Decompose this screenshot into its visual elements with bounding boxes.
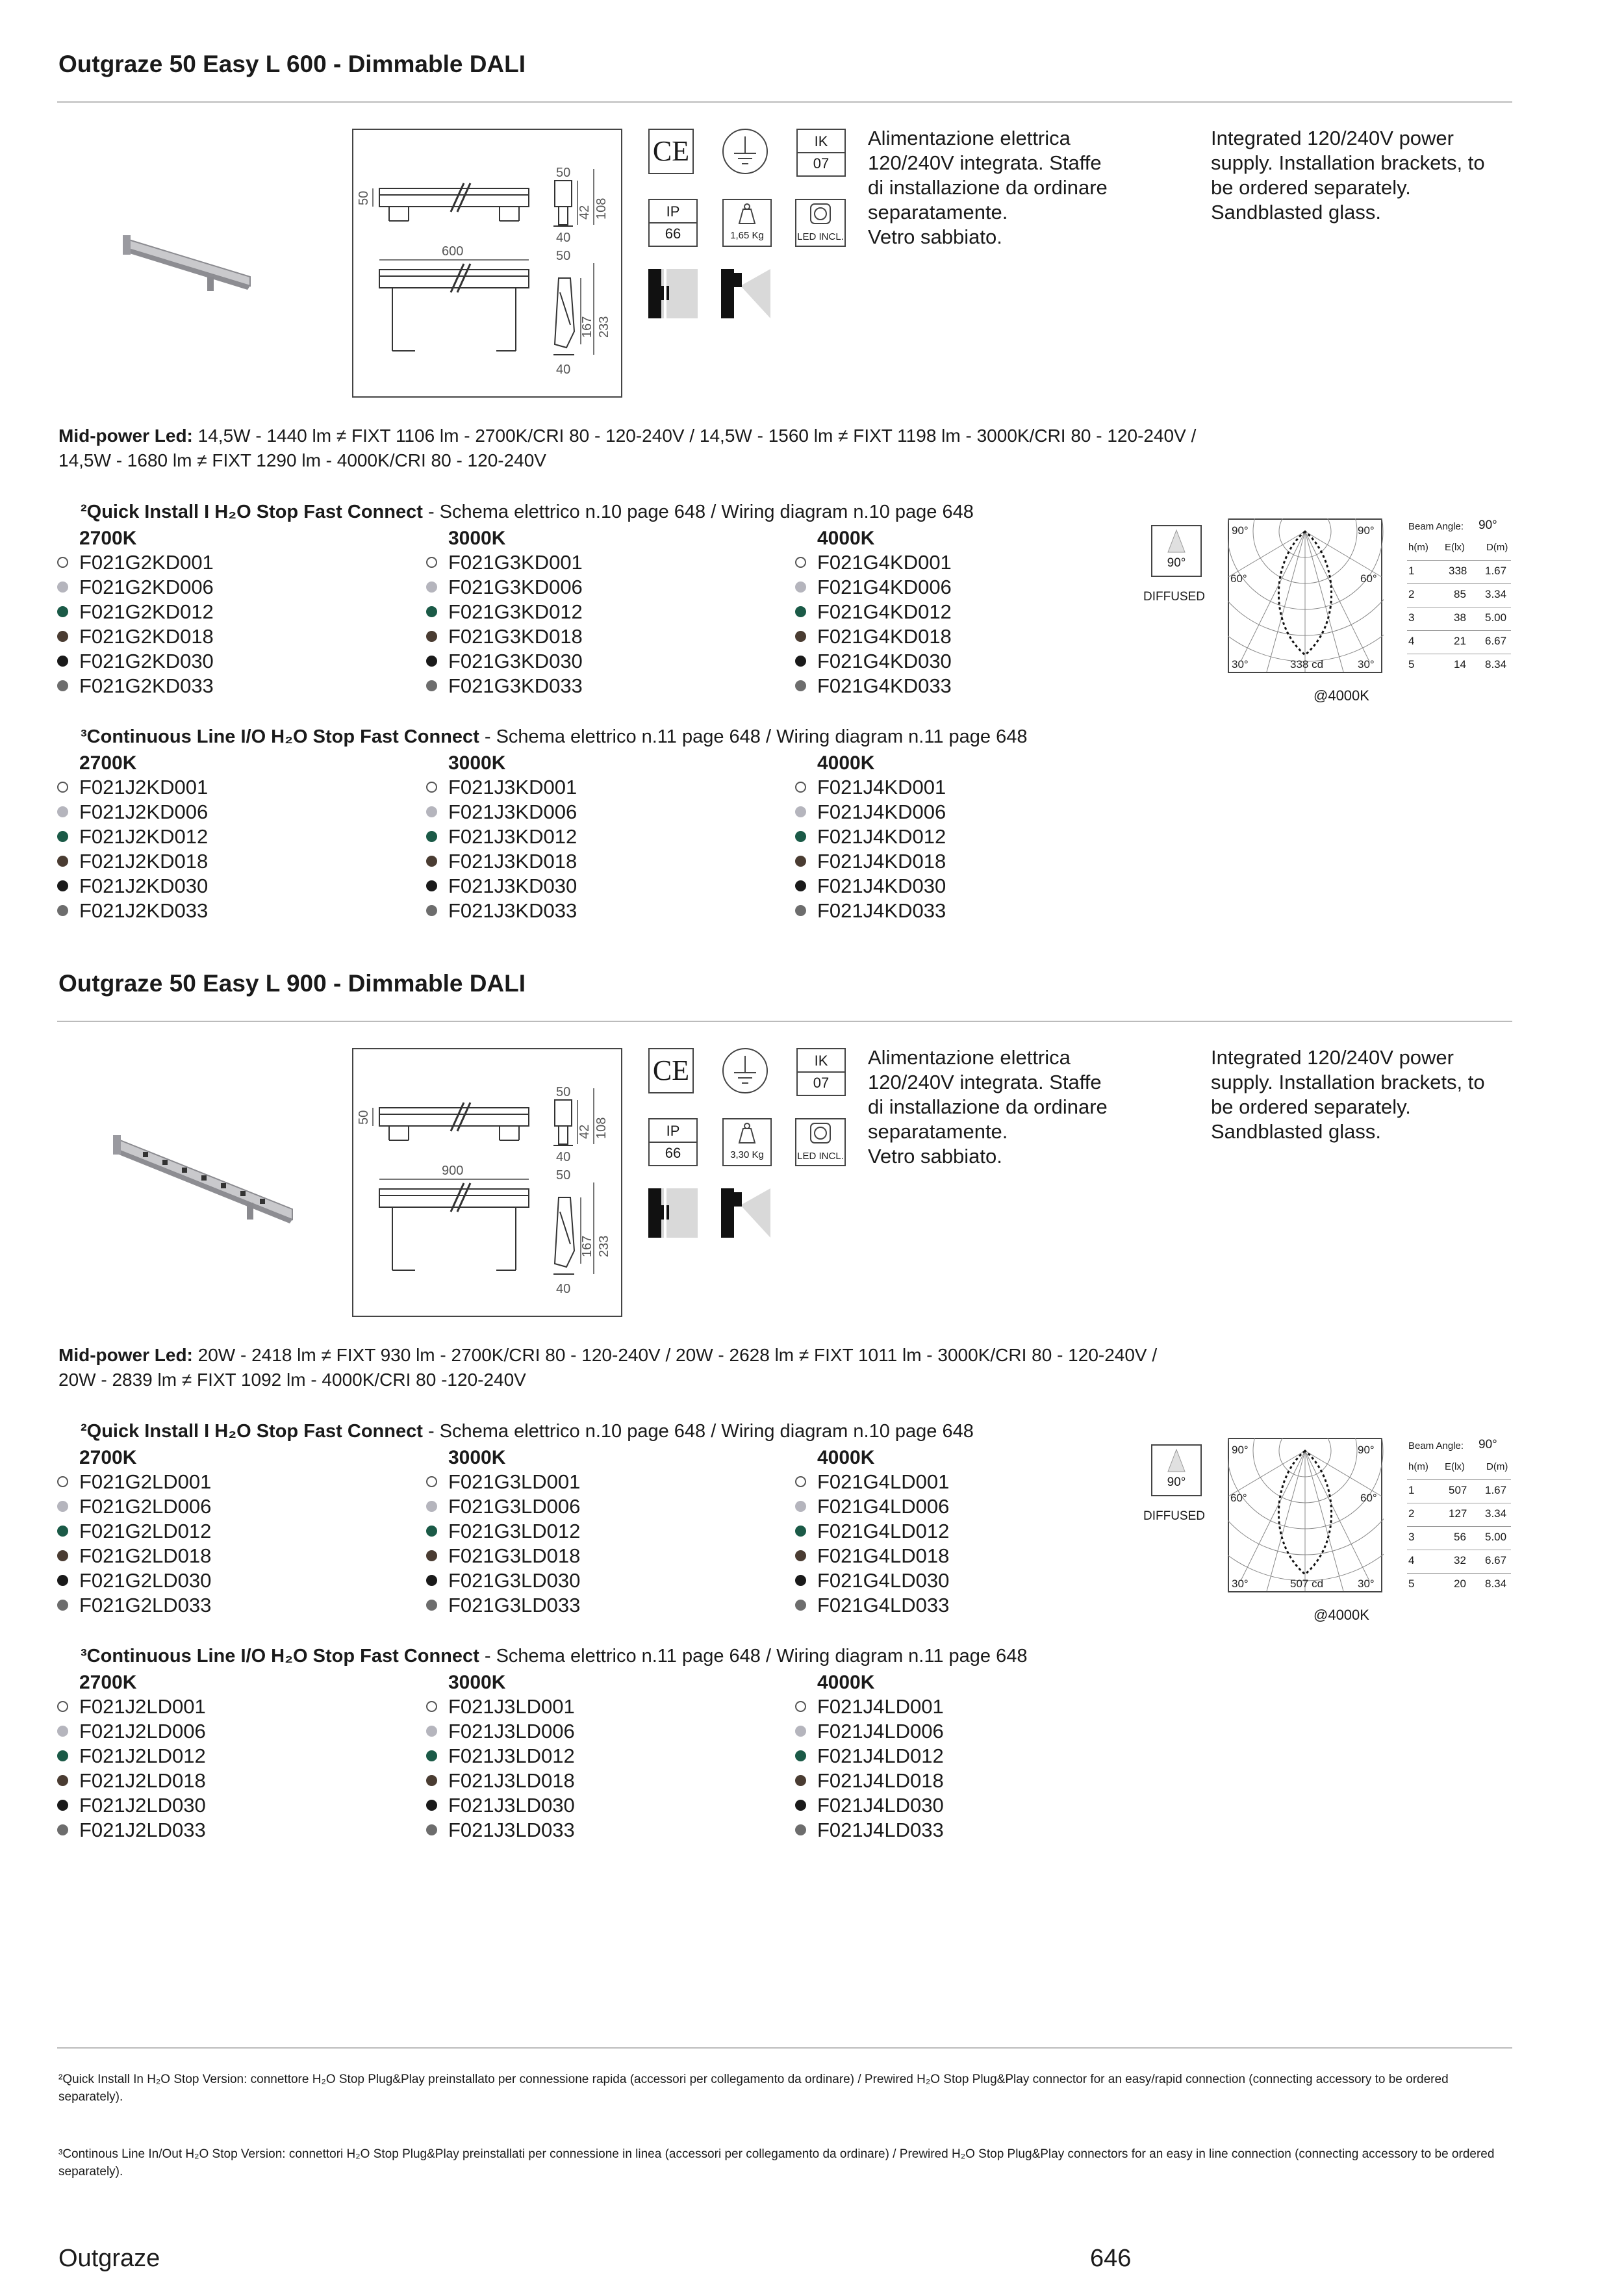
code-row[interactable]: F021G2KD033 xyxy=(57,674,421,698)
code-row[interactable]: F021G4KD033 xyxy=(795,674,1159,698)
svg-text:90°: 90° xyxy=(1358,524,1375,537)
diffused-label: DIFFUSED xyxy=(1143,1509,1205,1523)
svg-text:30°: 30° xyxy=(1232,1578,1249,1590)
code-row[interactable]: F021G2LD006 xyxy=(57,1494,421,1519)
code-row[interactable]: F021G3KD006 xyxy=(426,575,790,600)
dim-right-bottom: 40 xyxy=(556,231,571,245)
finish-color-swatch xyxy=(426,557,437,568)
ground-symbol-icon xyxy=(721,127,769,175)
section-divider xyxy=(57,1021,1512,1022)
description-italian: Alimentazione elettrica 120/240V integrata. Staffe di installazione da ordinare separatamente. Vetro sabbiato. xyxy=(868,127,1108,248)
midpower-line1: 14,5W - 1440 lm ≠ FIXT 1106 lm - 2700K/CRI 80 - 120-240V / 14,5W - 1560 lm ≠ FIXT 1198 lm - 3000K/CRI 80 - 120-240V / xyxy=(197,426,1197,446)
code-column-4000k: 4000K F021J4LD001 F021J4LD006 F021J4LD012 F021J4LD018 F021J4LD030 F021J4LD033 xyxy=(795,1671,1159,1843)
polar-diagram xyxy=(1228,518,1384,674)
polar-temp-label: @4000K xyxy=(1313,687,1369,704)
weight-value: 1,65 Kg xyxy=(730,230,764,241)
finish-color-swatch xyxy=(795,656,806,667)
svg-text:60°: 60° xyxy=(1360,572,1377,585)
code-column-3000k: 3000K F021G3LD001 F021G3LD006 F021G3LD012 F021G3LD018 F021G3LD030 F021G3LD033 xyxy=(426,1446,790,1618)
finish-color-swatch xyxy=(57,806,68,817)
description-english: Integrated 120/240V power supply. Installation brackets, to be ordered separately. Sandblasted glass. xyxy=(1211,1046,1485,1143)
description-italian: Alimentazione elettrica 120/240V integrata. Staffe di installazione da ordinare separatamente. Vetro sabbiato. xyxy=(868,1046,1108,1168)
finish-color-swatch xyxy=(795,680,806,691)
ce-mark-icon: CE xyxy=(648,1048,694,1093)
finish-color-swatch xyxy=(57,831,68,842)
finish-color-swatch xyxy=(795,1501,806,1512)
code-row[interactable]: F021G4LD012 xyxy=(795,1519,1159,1544)
table-row: 5 20 8.34 xyxy=(1408,1578,1507,1590)
dim-length: 600 xyxy=(442,244,464,259)
finish-color-swatch xyxy=(795,557,806,568)
code-column-4000k: 4000K F021G4KD001 F021G4KD006 F021G4KD012 F021G4KD018 F021G4KD030 F021G4KD033 xyxy=(795,527,1159,698)
beam-block xyxy=(1138,1438,1515,1646)
finish-color-swatch xyxy=(795,782,806,793)
code-row[interactable]: F021J4LD030 xyxy=(795,1793,1159,1818)
finish-color-swatch xyxy=(795,1800,806,1811)
code-column-2700k: 2700K F021G2KD001 F021G2KD006 F021G2KD012 F021G2KD018 F021G2KD030 F021G2KD033 xyxy=(57,527,421,698)
code-row[interactable]: F021J4LD033 xyxy=(795,1818,1159,1843)
code-row[interactable]: F021J2LD018 xyxy=(57,1769,421,1793)
code-row[interactable]: F021J4KD006 xyxy=(795,800,1159,824)
finish-color-swatch xyxy=(426,831,437,842)
finish-color-swatch xyxy=(57,557,68,568)
table-row: 3 38 5.00 xyxy=(1407,607,1511,631)
finish-color-swatch xyxy=(57,1701,68,1712)
finish-color-swatch xyxy=(57,905,68,916)
midpower-line2: 14,5W - 1680 lm ≠ FIXT 1290 lm - 4000K/CRI 80 - 120-240V xyxy=(58,450,546,470)
midpower-label: Mid-power Led: xyxy=(58,1345,193,1365)
code-row[interactable]: F021G3LD033 xyxy=(426,1593,790,1618)
code-row[interactable]: F021J4LD006 xyxy=(795,1719,1159,1744)
finish-color-swatch xyxy=(57,606,68,617)
finish-color-swatch xyxy=(795,1600,806,1611)
dim-bottom-top: 50 xyxy=(556,249,571,263)
code-column-3000k: 3000K F021J3LD001 F021J3LD006 F021J3LD012 F021J3LD018 F021J3LD030 F021J3LD033 xyxy=(426,1671,790,1843)
finish-color-swatch xyxy=(426,905,437,916)
mounting-icon-1 xyxy=(648,269,698,318)
finish-color-swatch xyxy=(426,1775,437,1786)
ik-value: 07 xyxy=(813,1075,830,1091)
finish-color-swatch xyxy=(795,1476,806,1487)
code-row[interactable]: F021J3LD030 xyxy=(426,1793,790,1818)
code-row[interactable]: F021G2KD001 xyxy=(57,550,421,575)
finish-color-swatch xyxy=(57,782,68,793)
beam-table xyxy=(1407,518,1511,677)
finish-color-swatch xyxy=(57,656,68,667)
ik-rating-box xyxy=(796,129,846,177)
code-row[interactable]: F021J2KD001 xyxy=(57,775,421,800)
finish-color-swatch xyxy=(426,1550,437,1561)
finish-color-swatch xyxy=(57,581,68,593)
finish-color-swatch xyxy=(426,1750,437,1761)
beam-table xyxy=(1407,1438,1511,1596)
code-row[interactable]: F021J4KD001 xyxy=(795,775,1159,800)
mounting-icon-1 xyxy=(648,1188,698,1238)
finish-color-swatch xyxy=(426,782,437,793)
dim-bottom-h1: 167 xyxy=(580,316,594,338)
dim-bottom-bottom: 40 xyxy=(556,363,571,377)
dimension-drawing xyxy=(352,129,622,398)
finish-color-swatch xyxy=(426,606,437,617)
mounting-icon-2 xyxy=(721,269,770,318)
code-row[interactable]: F021G2KD018 xyxy=(57,624,421,649)
code-row[interactable]: F021G4KD006 xyxy=(795,575,1159,600)
finish-color-swatch xyxy=(795,1824,806,1835)
dim-top-height: 50 xyxy=(357,1110,371,1125)
finish-color-swatch xyxy=(426,880,437,891)
finish-color-swatch xyxy=(795,806,806,817)
code-row[interactable]: F021G4LD018 xyxy=(795,1544,1159,1568)
cone-icon xyxy=(1152,1446,1200,1478)
section-divider xyxy=(57,101,1512,103)
code-row[interactable]: F021J2LD006 xyxy=(57,1719,421,1744)
dim-bottom-h1: 167 xyxy=(580,1235,594,1257)
beam-angle-heading: Beam Angle: 90° xyxy=(1408,518,1497,532)
ik-rating-box xyxy=(796,1048,846,1096)
dim-bottom-h2: 233 xyxy=(597,316,611,338)
finish-color-swatch xyxy=(795,631,806,642)
group-title-quick-install: ²Quick Install I H₂O Stop Fast Connect - Schema elettrico n.10 page 648 / Wiring diagram n.10 page 648 xyxy=(81,502,974,522)
code-row[interactable]: F021J4KD012 xyxy=(795,824,1159,849)
cone-icon xyxy=(1152,526,1200,559)
code-row[interactable]: F021G2LD012 xyxy=(57,1519,421,1544)
code-row[interactable]: F021J3KD033 xyxy=(426,899,790,923)
code-row[interactable]: F021J4KD030 xyxy=(795,874,1159,899)
code-row[interactable]: F021G4KD012 xyxy=(795,600,1159,624)
midpower-specs xyxy=(58,424,1514,473)
code-column-2700k: 2700K F021J2KD001 F021J2KD006 F021J2KD012 F021J2KD018 F021J2KD030 F021J2KD033 xyxy=(57,752,421,923)
led-included-box xyxy=(795,1118,846,1166)
finish-color-swatch xyxy=(426,1726,437,1737)
svg-text:90°: 90° xyxy=(1232,1444,1249,1456)
ik-label: IK xyxy=(798,1051,844,1073)
led-included-box xyxy=(795,199,846,247)
code-row[interactable]: F021J3LD006 xyxy=(426,1719,790,1744)
finish-color-swatch xyxy=(57,1726,68,1737)
table-row: 1 507 1.67 xyxy=(1407,1480,1511,1503)
finish-color-swatch xyxy=(426,631,437,642)
midpower-label: Mid-power Led: xyxy=(58,426,193,446)
finish-color-swatch xyxy=(57,1600,68,1611)
code-row[interactable]: F021G4LD033 xyxy=(795,1593,1159,1618)
beam-block xyxy=(1138,518,1515,726)
code-row[interactable]: F021J4LD018 xyxy=(795,1769,1159,1793)
finish-color-swatch xyxy=(426,680,437,691)
finish-color-swatch xyxy=(426,1824,437,1835)
code-row[interactable]: F021G4KD018 xyxy=(795,624,1159,649)
code-row[interactable]: F021J2KD012 xyxy=(57,824,421,849)
finish-color-swatch xyxy=(426,1575,437,1586)
code-row[interactable]: F021J3LD033 xyxy=(426,1818,790,1843)
table-row: 5 14 8.34 xyxy=(1408,658,1507,671)
dim-length: 900 xyxy=(442,1164,464,1178)
code-row[interactable]: F021J2LD012 xyxy=(57,1744,421,1769)
ground-symbol-icon xyxy=(721,1047,769,1095)
code-row[interactable]: F021G4LD006 xyxy=(795,1494,1159,1519)
svg-text:90°: 90° xyxy=(1358,1444,1375,1456)
ip-value: 66 xyxy=(665,1145,681,1161)
finish-color-swatch xyxy=(57,1501,68,1512)
code-row[interactable]: F021J2KD030 xyxy=(57,874,421,899)
finish-color-swatch xyxy=(795,1526,806,1537)
finish-color-swatch xyxy=(57,680,68,691)
led-icon xyxy=(796,200,844,230)
table-row: 2 127 3.34 xyxy=(1407,1503,1511,1527)
code-row[interactable]: F021G3KD012 xyxy=(426,600,790,624)
code-row[interactable]: F021J2KD018 xyxy=(57,849,421,874)
weight-box xyxy=(722,199,772,247)
finish-color-swatch xyxy=(795,1701,806,1712)
svg-text:60°: 60° xyxy=(1360,1492,1377,1504)
svg-text:90°: 90° xyxy=(1232,524,1249,537)
midpower-specs xyxy=(58,1343,1514,1392)
finish-color-swatch xyxy=(795,1550,806,1561)
ip-rating-box xyxy=(648,1118,698,1166)
code-row[interactable]: F021G2LD001 xyxy=(57,1470,421,1494)
code-row[interactable]: F021J4LD001 xyxy=(795,1694,1159,1719)
code-row[interactable]: F021G2LD018 xyxy=(57,1544,421,1568)
svg-text:60°: 60° xyxy=(1230,572,1247,585)
group-title-quick-install: ²Quick Install I H₂O Stop Fast Connect - Schema elettrico n.10 page 648 / Wiring diagram n.10 page 648 xyxy=(81,1421,974,1442)
weight-value: 3,30 Kg xyxy=(730,1149,764,1160)
code-row[interactable]: F021G3KD033 xyxy=(426,674,790,698)
finish-color-swatch xyxy=(57,856,68,867)
dim-bottom-bottom: 40 xyxy=(556,1282,571,1296)
led-icon xyxy=(796,1119,844,1149)
code-row[interactable]: F021G3LD006 xyxy=(426,1494,790,1519)
finish-color-swatch xyxy=(426,1800,437,1811)
code-row[interactable]: F021G3LD018 xyxy=(426,1544,790,1568)
code-row[interactable]: F021J3KD006 xyxy=(426,800,790,824)
code-row[interactable]: F021J4KD033 xyxy=(795,899,1159,923)
finish-color-swatch xyxy=(426,656,437,667)
dim-right-bottom: 40 xyxy=(556,1150,571,1164)
ik-value: 07 xyxy=(813,155,830,172)
finish-color-swatch xyxy=(426,1701,437,1712)
footer-family: Outgraze xyxy=(58,2245,160,2272)
code-column-2700k: 2700K F021G2LD001 F021G2LD006 F021G2LD012 F021G2LD018 F021G2LD030 F021G2LD033 xyxy=(57,1446,421,1618)
beam-angle-heading: Beam Angle: 90° xyxy=(1408,1438,1497,1451)
led-label: LED INCL. xyxy=(797,231,844,242)
code-row[interactable]: F021G2KD030 xyxy=(57,649,421,674)
finish-color-swatch xyxy=(795,1726,806,1737)
finish-color-swatch xyxy=(57,1775,68,1786)
beam-table-header: h(m) E(lx) D(m) xyxy=(1407,1457,1511,1480)
finish-color-swatch xyxy=(426,1600,437,1611)
finish-color-swatch xyxy=(426,1526,437,1537)
finish-color-swatch xyxy=(795,581,806,593)
code-row[interactable]: F021G3LD030 xyxy=(426,1568,790,1593)
finish-color-swatch xyxy=(426,1501,437,1512)
finish-color-swatch xyxy=(426,856,437,867)
code-row[interactable]: F021J3LD018 xyxy=(426,1769,790,1793)
code-row[interactable]: F021G2LD033 xyxy=(57,1593,421,1618)
svg-text:338 cd: 338 cd xyxy=(1290,658,1324,671)
ik-label: IK xyxy=(798,131,844,153)
code-row[interactable]: F021J3KD012 xyxy=(426,824,790,849)
dim-right-mid2: 108 xyxy=(594,198,609,220)
group-title-continuous-line: ³Continuous Line I/O H₂O Stop Fast Connect - Schema elettrico n.11 page 648 / Wiring diagram n.11 page 648 xyxy=(81,1646,1028,1667)
finish-color-swatch xyxy=(426,1476,437,1487)
code-row[interactable]: F021J3LD001 xyxy=(426,1694,790,1719)
code-column-4000k: 4000K F021J4KD001 F021J4KD006 F021J4KD012 F021J4KD018 F021J4KD030 F021J4KD033 xyxy=(795,752,1159,923)
dim-bottom-h2: 233 xyxy=(597,1235,611,1257)
code-row[interactable]: F021G2KD006 xyxy=(57,575,421,600)
section-title: Outgraze 50 Easy L 600 - Dimmable DALI xyxy=(58,51,526,77)
beam-angle-icon: 90° xyxy=(1151,525,1202,577)
finish-color-swatch xyxy=(57,1476,68,1487)
svg-text:507 cd: 507 cd xyxy=(1290,1578,1324,1590)
dim-right-mid1: 42 xyxy=(577,205,592,220)
table-row: 2 85 3.34 xyxy=(1407,584,1511,607)
code-row[interactable]: F021J3KD001 xyxy=(426,775,790,800)
code-row[interactable]: F021J2KD006 xyxy=(57,800,421,824)
finish-color-swatch xyxy=(57,1824,68,1835)
svg-text:30°: 30° xyxy=(1358,658,1375,671)
table-row: 1 338 1.67 xyxy=(1407,561,1511,584)
finish-color-swatch xyxy=(795,905,806,916)
diffused-label: DIFFUSED xyxy=(1143,590,1205,604)
finish-color-swatch xyxy=(57,880,68,891)
code-row[interactable]: F021J2LD030 xyxy=(57,1793,421,1818)
finish-color-swatch xyxy=(795,1750,806,1761)
footnote-3: ³Continous Line In/Out H₂O Stop Version: connettori H₂O Stop Plug&Play preinstallati per connessione in linea (accessori per collegamento da ordinare) / Prewired H₂O Stop Plug&Play connectors for an easy in line connection (connecting accessory to be ordered separately). xyxy=(58,2147,1495,2178)
finish-color-swatch xyxy=(57,1800,68,1811)
code-row[interactable]: F021G4LD030 xyxy=(795,1568,1159,1593)
ip-label: IP xyxy=(650,1121,696,1143)
section-title: Outgraze 50 Easy L 900 - Dimmable DALI xyxy=(58,970,526,997)
code-row[interactable]: F021J3KD030 xyxy=(426,874,790,899)
finish-color-swatch xyxy=(57,1750,68,1761)
table-row: 4 21 6.67 xyxy=(1407,631,1511,654)
code-row[interactable]: F021J4KD018 xyxy=(795,849,1159,874)
page-number: 646 xyxy=(1090,2245,1132,2272)
group-title-continuous-line: ³Continuous Line I/O H₂O Stop Fast Connect - Schema elettrico n.11 page 648 / Wiring diagram n.11 page 648 xyxy=(81,726,1028,747)
finish-color-swatch xyxy=(57,1526,68,1537)
product-image xyxy=(110,1126,299,1230)
dimension-drawing xyxy=(352,1048,622,1317)
code-row[interactable]: F021J3LD012 xyxy=(426,1744,790,1769)
finish-color-swatch xyxy=(57,631,68,642)
dim-right-mid1: 42 xyxy=(577,1124,592,1139)
code-column-2700k: 2700K F021J2LD001 F021J2LD006 F021J2LD012 F021J2LD018 F021J2LD030 F021J2LD033 xyxy=(57,1671,421,1843)
code-column-4000k: 4000K F021G4LD001 F021G4LD006 F021G4LD012 F021G4LD018 F021G4LD030 F021G4LD033 xyxy=(795,1446,1159,1618)
table-row: 4 32 6.67 xyxy=(1407,1550,1511,1574)
dim-right-top: 50 xyxy=(556,1085,571,1099)
finish-color-swatch xyxy=(795,1575,806,1586)
svg-text:30°: 30° xyxy=(1232,658,1249,671)
weight-icon xyxy=(724,200,770,230)
code-row[interactable]: F021G3KD018 xyxy=(426,624,790,649)
code-row[interactable]: F021G4LD001 xyxy=(795,1470,1159,1494)
mounting-icon-2 xyxy=(721,1188,770,1238)
code-column-3000k: 3000K F021J3KD001 F021J3KD006 F021J3KD012 F021J3KD018 F021J3KD030 F021J3KD033 xyxy=(426,752,790,923)
polar-temp-label: @4000K xyxy=(1313,1607,1369,1623)
midpower-line2: 20W - 2839 lm ≠ FIXT 1092 lm - 4000K/CRI 80 -120-240V xyxy=(58,1370,526,1390)
table-row: 3 56 5.00 xyxy=(1407,1527,1511,1550)
dim-right-mid2: 108 xyxy=(594,1117,609,1139)
ce-mark-icon: CE xyxy=(648,129,694,174)
finish-color-swatch xyxy=(795,880,806,891)
finish-color-swatch xyxy=(57,1550,68,1561)
weight-box xyxy=(722,1118,772,1166)
code-row[interactable]: F021G3KD030 xyxy=(426,649,790,674)
code-column-3000k: 3000K F021G3KD001 F021G3KD006 F021G3KD012 F021G3KD018 F021G3KD030 F021G3KD033 xyxy=(426,527,790,698)
weight-icon xyxy=(724,1119,770,1149)
code-row[interactable]: F021J4LD012 xyxy=(795,1744,1159,1769)
description-english: Integrated 120/240V power supply. Installation brackets, to be ordered separately. Sandblasted glass. xyxy=(1211,127,1485,224)
code-row[interactable]: F021G4KD001 xyxy=(795,550,1159,575)
footnote-divider xyxy=(57,2047,1512,2049)
beam-angle-icon: 90° xyxy=(1151,1444,1202,1496)
beam-table-header: h(m) E(lx) D(m) xyxy=(1407,538,1511,561)
code-row[interactable]: F021G2LD030 xyxy=(57,1568,421,1593)
ip-label: IP xyxy=(650,201,696,224)
finish-color-swatch xyxy=(795,831,806,842)
code-row[interactable]: F021J2KD033 xyxy=(57,899,421,923)
code-row[interactable]: F021G3LD001 xyxy=(426,1470,790,1494)
dim-bottom-top: 50 xyxy=(556,1168,571,1182)
product-image xyxy=(120,226,257,298)
led-label: LED INCL. xyxy=(797,1151,844,1162)
code-row[interactable]: F021J2LD033 xyxy=(57,1818,421,1843)
code-row[interactable]: F021J3KD018 xyxy=(426,849,790,874)
ip-value: 66 xyxy=(665,225,681,242)
code-row[interactable]: F021J2LD001 xyxy=(57,1694,421,1719)
finish-color-swatch xyxy=(426,806,437,817)
finish-color-swatch xyxy=(57,1575,68,1586)
code-row[interactable]: F021G4KD030 xyxy=(795,649,1159,674)
midpower-line1: 20W - 2418 lm ≠ FIXT 930 lm - 2700K/CRI 80 - 120-240V / 20W - 2628 lm ≠ FIXT 1011 lm - 3000K/CRI 80 - 120-240V / xyxy=(197,1345,1158,1365)
code-row[interactable]: F021G3KD001 xyxy=(426,550,790,575)
code-row[interactable]: F021G2KD012 xyxy=(57,600,421,624)
footnote-2: ²Quick Install In H₂O Stop Version: connettore H₂O Stop Plug&Play preinstallato per connessione rapida (accessori per collegamento da ordinare) / Prewired H₂O Stop Plug&Play connector for an easy/rapid connection (connecting accessory to be ordered separately). xyxy=(58,2073,1449,2104)
svg-text:60°: 60° xyxy=(1230,1492,1247,1504)
finish-color-swatch xyxy=(795,856,806,867)
finish-color-swatch xyxy=(795,1775,806,1786)
polar-diagram xyxy=(1228,1438,1384,1594)
dim-top-height: 50 xyxy=(357,190,371,205)
ip-rating-box xyxy=(648,199,698,247)
code-row[interactable]: F021G3LD012 xyxy=(426,1519,790,1544)
svg-text:30°: 30° xyxy=(1358,1578,1375,1590)
finish-color-swatch xyxy=(426,581,437,593)
dim-right-top: 50 xyxy=(556,166,571,180)
finish-color-swatch xyxy=(795,606,806,617)
